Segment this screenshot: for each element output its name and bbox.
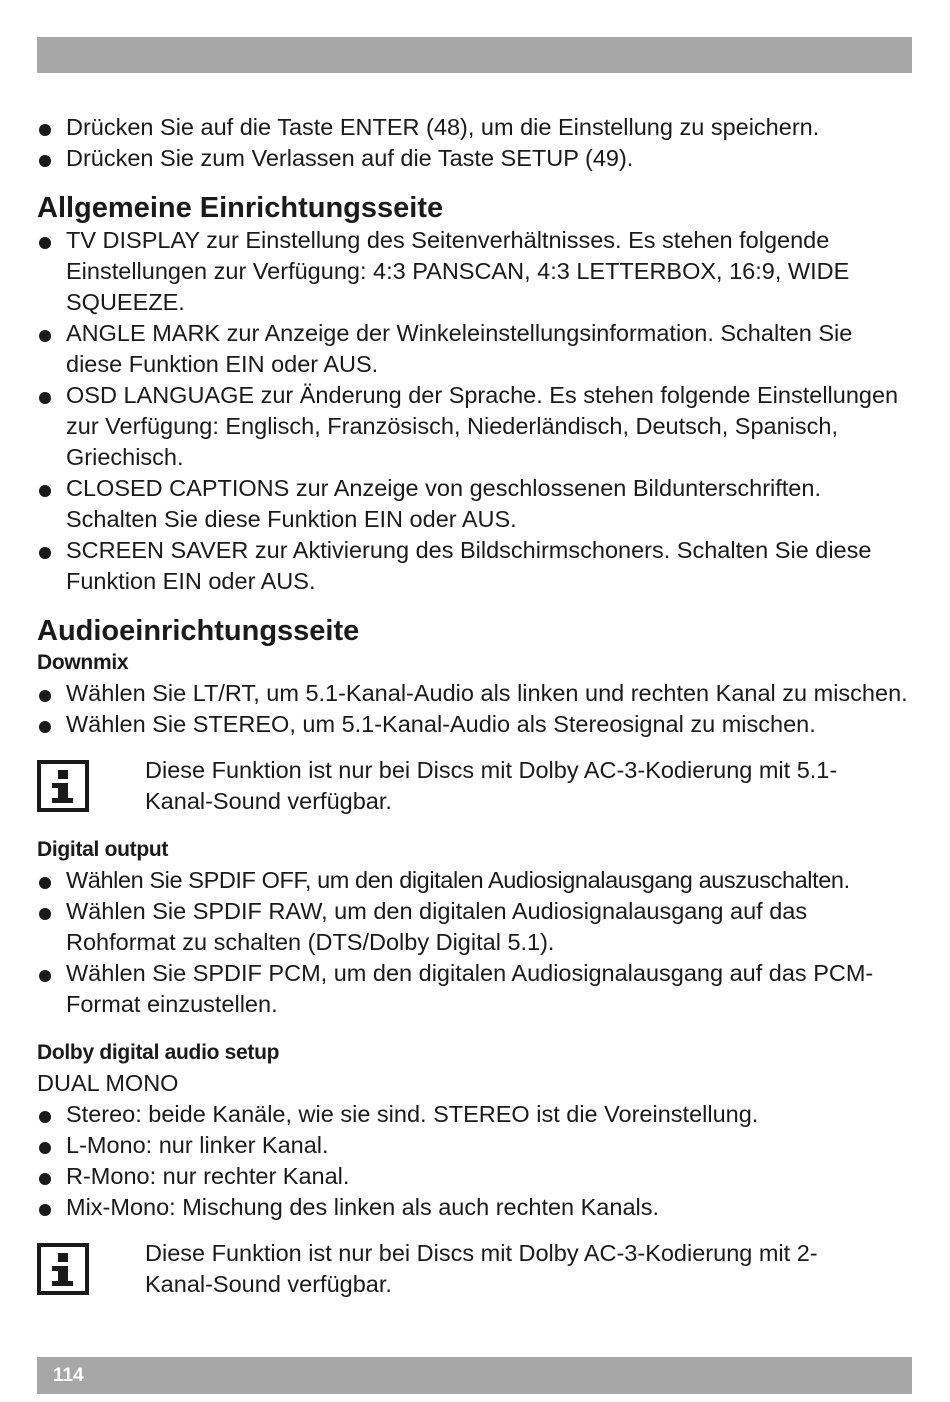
list-item: Wählen Sie SPDIF PCM, um den digitalen Audiosignalausgang auf das PCM-Format einzustellen.: [37, 958, 912, 1020]
page-number: 114: [53, 1365, 84, 1386]
list-item: SCREEN SAVER zur Aktivierung des Bildschirmschoners. Schalten Sie diese Funktion EIN oder AUS.: [37, 535, 912, 597]
info-icon: [37, 1243, 89, 1295]
page-content: [37, 112, 912, 1300]
general-settings-list: [37, 225, 912, 597]
list-item: Wählen Sie LT/RT, um 5.1-Kanal-Audio als linken und rechten Kanal zu mischen.: [37, 678, 912, 709]
downmix-list: [37, 678, 912, 740]
list-item: ANGLE MARK zur Anzeige der Winkeleinstellungsinformation. Schalten Sie diese Funktion EIN oder AUS.: [37, 318, 912, 380]
info-note-downmix: [37, 755, 912, 817]
dolby-mode-label: DUAL MONO: [37, 1070, 179, 1096]
list-item: Drücken Sie zum Verlassen auf die Taste SETUP (49).: [37, 143, 912, 174]
list-item: Wählen Sie SPDIF OFF, um den digitalen Audiosignalausgang auszuschalten.: [37, 865, 912, 896]
list-item: Drücken Sie auf die Taste ENTER (48), um die Einstellung zu speichern.: [37, 112, 912, 143]
section-title-audio: Audioeinrichtungsseite: [37, 615, 360, 647]
info-note-dolby: [37, 1238, 912, 1300]
list-item: Wählen Sie STEREO, um 5.1-Kanal-Audio als Stereosignal zu mischen.: [37, 709, 912, 740]
note-text: Diese Funktion ist nur bei Discs mit Dolby AC-3-Kodierung mit 2-Kanal-Sound verfügbar.: [145, 1240, 818, 1297]
list-item: L-Mono: nur linker Kanal.: [37, 1130, 912, 1161]
note-text: Diese Funktion ist nur bei Discs mit Dolby AC-3-Kodierung mit 5.1-Kanal-Sound verfügbar.: [145, 757, 838, 814]
list-item: Wählen Sie SPDIF RAW, um den digitalen Audiosignalausgang auf das Rohformat zu schalten (DTS/Dolby Digital 5.1).: [37, 896, 912, 958]
subsection-title-dolby: Dolby digital audio setup: [37, 1041, 280, 1064]
list-item: Mix-Mono: Mischung des linken als auch rechten Kanals.: [37, 1192, 912, 1223]
footer-bar: [37, 1357, 912, 1394]
header-bar: [37, 37, 912, 73]
info-icon: [37, 760, 89, 812]
list-item: OSD LANGUAGE zur Änderung der Sprache. Es stehen folgende Einstellungen zur Verfügung: Englisch, Französisch, Niederländisch, Deutsch, Spanisch, Griechisch.: [37, 380, 912, 473]
intro-list: [37, 112, 912, 174]
list-item: R-Mono: nur rechter Kanal.: [37, 1161, 912, 1192]
list-item: TV DISPLAY zur Einstellung des Seitenverhältnisses. Es stehen folgende Einstellungen zur Verfügung: 4:3 PANSCAN, 4:3 LETTERBOX, 16:9, WIDE SQUEEZE.: [37, 225, 912, 318]
list-item: CLOSED CAPTIONS zur Anzeige von geschlossenen Bildunterschriften. Schalten Sie diese Funktion EIN oder AUS.: [37, 473, 912, 535]
list-item: Stereo: beide Kanäle, wie sie sind. STEREO ist die Voreinstellung.: [37, 1099, 912, 1130]
digital-output-list: [37, 865, 912, 1020]
subsection-title-digital-output: Digital output: [37, 838, 169, 861]
subsection-title-downmix: Downmix: [37, 651, 129, 674]
section-title-general: Allgemeine Einrichtungsseite: [37, 192, 444, 224]
dolby-mode-list: [37, 1099, 912, 1223]
